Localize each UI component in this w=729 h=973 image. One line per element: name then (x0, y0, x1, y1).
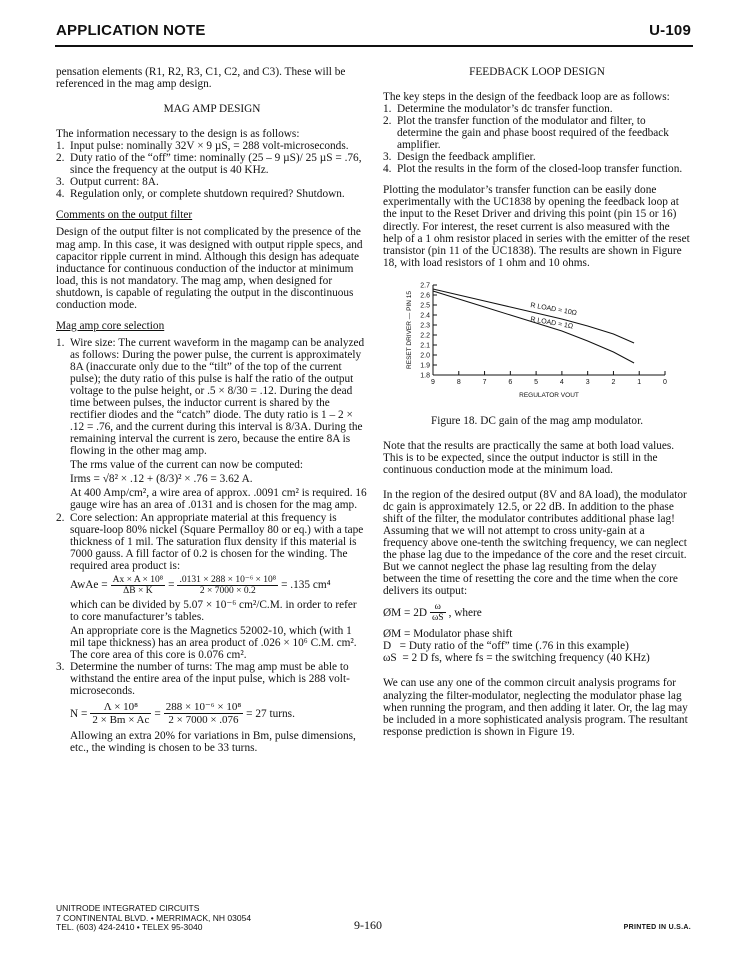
footer-company: UNITRODE INTEGRATED CIRCUITS (56, 903, 200, 913)
list-item: 3. Design the feedback amplifier. (383, 151, 536, 164)
y-tick-label: 2.1 (420, 342, 430, 350)
list-item: 2. Core selection: An appropriate material at this frequency is square-loop 80% nickel (Square Permalloy 80 or eq.) with a tape thickness of 1 mil. The saturation flux density if this material is 7000 gauss. A fill factor of 0.2 is chosen for the winding. The required area product is: AwAe = $\frac{\text{Ax × A × 10⁸}}{\Delta B \times K}$ = $\frac{\text{.0131 × 288 × 10⁻⁶ × 10⁸}}{2 \times 7000 \times 0.2}$ = .135 cm⁴ which can be divided by 5.07 × 10⁻⁶ cm²/C.M. in order to refer to core manufacturer’s tables. An appropriate core is the Magnetics 52002-10, which (with 1 mil tape thickness) has an area product of .026 × 10⁶ C.M. cm². The core area of this core is 0.076 cm². (56, 512, 368, 661)
x-tick-label: 0 (663, 378, 667, 386)
x-tick-label: 3 (585, 378, 590, 386)
list-item: 2. Plot the transfer function of the modulator and filter, to determine the gain and phase boost required of the feedback amplifier. (383, 115, 669, 152)
y-tick-label: 1.9 (420, 362, 430, 370)
printed-in-usa: PRINTED IN U.S.A. (623, 924, 691, 931)
core-selection-heading: Mag amp core selection (56, 319, 165, 332)
list-item: 3. Determine the number of turns: The mag amp must be able to withstand the entire area of the input pulse, which is 288 volt-microseconds. N = $\frac{\text{Λ × 10⁸}}{2 \times Bm \times Ac}$ = $\frac{\text{288 × 10⁻⁶ × 10⁸}}{2 \times 7000 \times .076}$ = 27 turns. Allowing an extra 20% for variations in Bm, pulse dimensions, etc., the winding is chosen to be 33 turns. (56, 661, 368, 754)
y-tick-label: 2.6 (420, 292, 430, 300)
y-tick-label: 1.8 (420, 372, 430, 380)
footer-address: 7 CONTINENTAL BLVD. • MERRIMACK, NH 03054 (56, 912, 252, 923)
list-item: 1. Wire size: The current waveform in the magamp can be analyzed as follows: During the power pulse, the current is approximately 8A (inaccurate only due to the “tilt” of the top of the current pulse); the duty ratio of this pulse is half the ratio of the output voltage to the pulse height, or .5 × 8/30 = .12. During the dead time between pulses, the inductor current is shared by the rectifier diodes and the “catch” diode. The duty ratio is 1 – 2 × .12 = .76, and the current during this interval is 8/3A. During the remaining interval the current is zero, because the entire 8A is flowing in the other mag amp. The rms value of the current can now be computed: Irms = √8² × .12 + (8/3)² × .76 = 3.62 A. At 400 Amp/cm², a wire area of approx. .0091 cm² is required. 16 gauge wire has an area of .0131 and is chosen for the mag amp. (56, 336, 367, 512)
y-tick-label: 2.5 (420, 302, 430, 310)
comments-heading: Comments on the output filter (56, 209, 193, 222)
intro-paragraph: pensation elements (R1, R2, R3, C1, C2, and C3). These will be referenced in the mag amp design. (56, 66, 346, 91)
figure-18-chart (383, 277, 683, 409)
area-product-equation: AwAe = $\frac{\text{Ax × A × 10⁸}}{\Delta B \times K}$ = $\frac{\text{.0131 × 288 × 10⁻⁶ × 10⁸}}{2 \times 7000 \times 0.2}$ = .135 cm⁴ (70, 574, 331, 596)
core-list (56, 337, 368, 754)
y-axis-label: RESET DRIVER — PIN 15 (406, 290, 413, 369)
definition-line: ωS = 2 D fs, where fs = the switching frequency (40 KHz) (383, 652, 650, 665)
list-item: 3. Output current: 8A. (56, 176, 159, 189)
phase-equation: ØM = 2D $\frac{\omega}{\omega S}$ , where (383, 602, 482, 624)
divide-text: which can be divided by 5.07 × 10⁻⁶ cm²/C.M. in order to refer to core manufacturer’s tables. (70, 598, 357, 623)
wire-text: At 400 Amp/cm², a wire area of approx. .0091 cm² is required. 16 gauge wire has an area of .0131 and is chosen for the mag amp. (70, 487, 367, 512)
x-tick-label: 9 (431, 378, 435, 386)
right-column (383, 66, 691, 738)
allowance-text: Allowing an extra 20% for variations in Bm, pulse dimensions, etc., the winding is chosen to be 33 turns. (70, 730, 356, 755)
y-tick-label: 2.3 (420, 322, 430, 330)
footer-telephone: TEL. (603) 424-2410 • TELEX 95-3040 (56, 922, 203, 932)
x-axis-label: REGULATOR VOUT (519, 391, 579, 399)
x-tick-label: 6 (508, 378, 513, 386)
definition-line: ØM = Modulator phase shift (383, 628, 513, 641)
plotting-paragraph: Plotting the modulator’s transfer function can be easily done experimentally with the UC1838 by opening the feedback loop at the input to the Reset Driver and driving this point (pin 15 or 16) directly. For interest, the reset current is also measured with the help of a 1 ohm resistor placed in series with the emitter of the reset transistor (pin 11 of the UC1838). The results are shown in Figure 18, with load resistors of 1 ohm and 10 ohms. (383, 184, 690, 269)
series-label: R LOAD = 1Ω (529, 315, 574, 331)
y-tick-label: 2.0 (420, 352, 430, 360)
region-paragraph: In the region of the desired output (8V and 8A load), the modulator dc gain is approximately 12.5, or 22 dB. In addition to the phase shift of the filter, the modulator contributes additional phase lag! Assuming that we will not attempt to cross unity-gain at a frequency above one-tenth the switching frequency, we can neglect the phase lag due to the impedance of the core and the reset circuit. But we cannot neglect the phase lag resulting from the delay between the time of resetting the core and the time when the core delivers its output: (383, 488, 687, 598)
comments-paragraph: Design of the output filter is not complicated by the presence of the mag amp. In this case, it was designed with output ripple specs, and capacitor ripple current in mind. Although this design has adequate inductance for continuous conduction of the inductor at minimum load, this is not mandatory. The mag amp, when designed for shutdown, is capable of regulating the output in the discontinuous conduction mode. (56, 226, 363, 311)
core-choice-text: An appropriate core is the Magnetics 52002-10, which (with 1 mil tape thickness) has an area product of .026 × 10⁶ C.M. cm². The core area of this core is 0.076 cm². (70, 624, 357, 661)
header-doc-number: U-109 (649, 22, 691, 39)
y-tick-label: 2.4 (420, 312, 430, 320)
list-item: 2. Duty ratio of the “off” time: nominally (25 – 9 µS)/ 25 µS = .76, since the frequency at the output is 40 KHz. (56, 152, 362, 177)
definition-line: D = Duty ratio of the “off” time (.76 in this example) (383, 640, 629, 653)
x-tick-label: 1 (637, 378, 642, 386)
note-paragraph: Note that the results are practically the same at both load values. This is to be expected, since the output inductor is still in the continuous conduction mode at the minimum load. (383, 439, 675, 476)
left-column (56, 66, 368, 754)
feedback-loop-heading: FEEDBACK LOOP DESIGN (469, 66, 605, 78)
x-tick-label: 7 (482, 378, 487, 386)
list-item: 4. Plot the results in the form of the closed-loop transfer function. (383, 163, 683, 176)
list-item: 1. Input pulse: nominally 32V × 9 µS, = 288 volt-microseconds. (56, 140, 349, 153)
info-list (56, 140, 368, 200)
turns-equation: N = $\frac{\text{Λ × 10⁸}}{2 \times Bm \times Ac}$ = $\frac{\text{288 × 10⁻⁶ × 10⁸}}{2 \times 7000 \times .076}$ = 27 turns. (70, 701, 295, 727)
header-title: APPLICATION NOTE (56, 22, 206, 39)
page-number: 9-160 (354, 918, 382, 932)
feedback-steps-list (383, 103, 691, 175)
feedback-lead: The key steps in the design of the feedback loop are as follows: (383, 91, 670, 104)
info-lead: The information necessary to the design is as follows: (56, 128, 300, 141)
x-tick-label: 8 (456, 378, 461, 386)
list-item: 1. Determine the modulator’s dc transfer function. (383, 103, 613, 116)
footer-address-block (56, 904, 251, 933)
x-tick-label: 2 (611, 378, 616, 386)
series-label: R LOAD = 10Ω (529, 301, 578, 317)
x-tick-label: 5 (534, 378, 539, 386)
mag-amp-design-heading: MAG AMP DESIGN (163, 103, 261, 116)
y-tick-label: 2.7 (420, 282, 430, 290)
x-tick-label: 4 (559, 378, 564, 386)
irms-equation: Irms = √8² × .12 + (8/3)² × .76 = 3.62 A. (70, 473, 253, 486)
final-paragraph: We can use any one of the common circuit analysis programs for analyzing the filter-modulator, neglecting the modulator phase lag when running the program, and then adding it later. Or, the lag may be included in a more sophisticated analysis program. The resultant response prediction is shown in Figure 19. (383, 677, 688, 738)
figure-18-caption: Figure 18. DC gain of the mag amp modulator. (430, 414, 644, 427)
list-item: 4. Regulation only, or complete shutdown required? Shutdown. (56, 188, 345, 201)
rms-text: The rms value of the current can now be computed: (70, 459, 304, 472)
y-tick-label: 2.2 (420, 332, 430, 340)
header-rule (55, 45, 693, 47)
